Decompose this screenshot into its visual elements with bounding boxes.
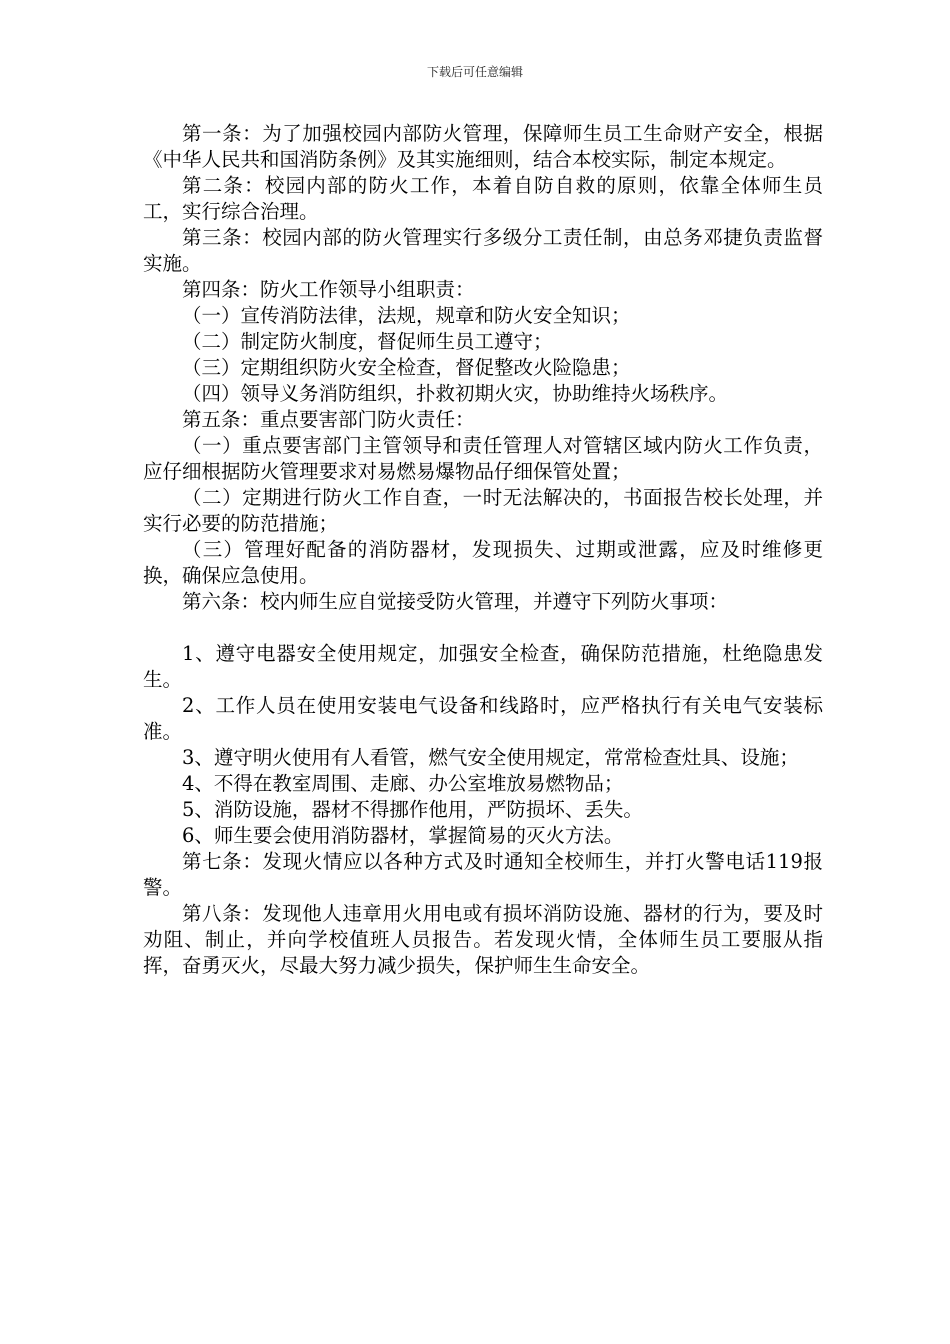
- article-4-item-2: （二）制定防火制度，督促师生员工遵守；: [182, 330, 553, 353]
- article-6-heading: 第六条：校内师生应自觉接受防火管理，并遵守下列防火事项：: [182, 590, 729, 613]
- article-2: 第二条：校园内部的防火工作，本着自防自救的原则，依靠全体师生员工，实行综合治理。: [143, 174, 823, 223]
- article-6-item-2: 2、工作人员在使用安装电气设备和线路时，应严格执行有关电气安装标准。: [143, 694, 823, 743]
- page-header-note: 下载后可任意编辑: [426, 65, 523, 79]
- article-5-item-1: （一）重点要害部门主管领导和责任管理人对管辖区域内防火工作负责，应仔细根据防火管理要求对易燃易爆物品仔细保管处置；: [143, 434, 823, 483]
- article-6-item-3: 3、遵守明火使用有人看管，燃气安全使用规定，常常检查灶具、设施；: [182, 746, 799, 769]
- blank-line: [143, 615, 823, 641]
- article-7: 第七条：发现火情应以各种方式及时通知全校师生，并打火警电话119报警。: [143, 850, 823, 899]
- article-6-item-4: 4、不得在教室周围、走廊、办公室堆放易燃物品；: [182, 772, 624, 795]
- article-4-heading: 第四条：防火工作领导小组职责：: [182, 278, 475, 301]
- document-body: [143, 121, 823, 979]
- article-3: 第三条：校园内部的防火管理实行多级分工责任制，由总务邓捷负责监督实施。: [143, 226, 823, 275]
- article-6-item-5: 5、消防设施，器材不得挪作他用，严防损坏、丢失。: [182, 798, 643, 821]
- article-1: 第一条：为了加强校园内部防火管理，保障师生员工生命财产安全，根据《中华人民共和国消防条例》及其实施细则，结合本校实际，制定本规定。: [143, 122, 823, 171]
- article-6-item-1: 1、遵守电器安全使用规定，加强安全检查，确保防范措施，杜绝隐患发生。: [143, 642, 823, 691]
- article-4-item-1: （一）宣传消防法律，法规，规章和防火安全知识；: [182, 304, 631, 327]
- article-5-item-3: （三）管理好配备的消防器材，发现损失、过期或泄露，应及时维修更换，确保应急使用。: [143, 538, 823, 587]
- article-5-heading: 第五条：重点要害部门防火责任：: [182, 408, 475, 431]
- article-4-item-3: （三）定期组织防火安全检查，督促整改火险隐患；: [182, 356, 631, 379]
- article-6-item-6: 6、师生要会使用消防器材，掌握简易的灭火方法。: [182, 824, 624, 847]
- article-4-item-4: （四）领导义务消防组织，扑救初期火灾，协助维持火场秩序。: [182, 382, 729, 405]
- article-8: 第八条：发现他人违章用火用电或有损坏消防设施、器材的行为，要及时劝阻、制止，并向学校值班人员报告。若发现火情，全体师生员工要服从指挥，奋勇灭火，尽最大努力减少损失，保护师生生命安全。: [143, 902, 823, 977]
- article-5-item-2: （二）定期进行防火工作自查，一时无法解决的，书面报告校长处理，并实行必要的防范措施；: [143, 486, 823, 535]
